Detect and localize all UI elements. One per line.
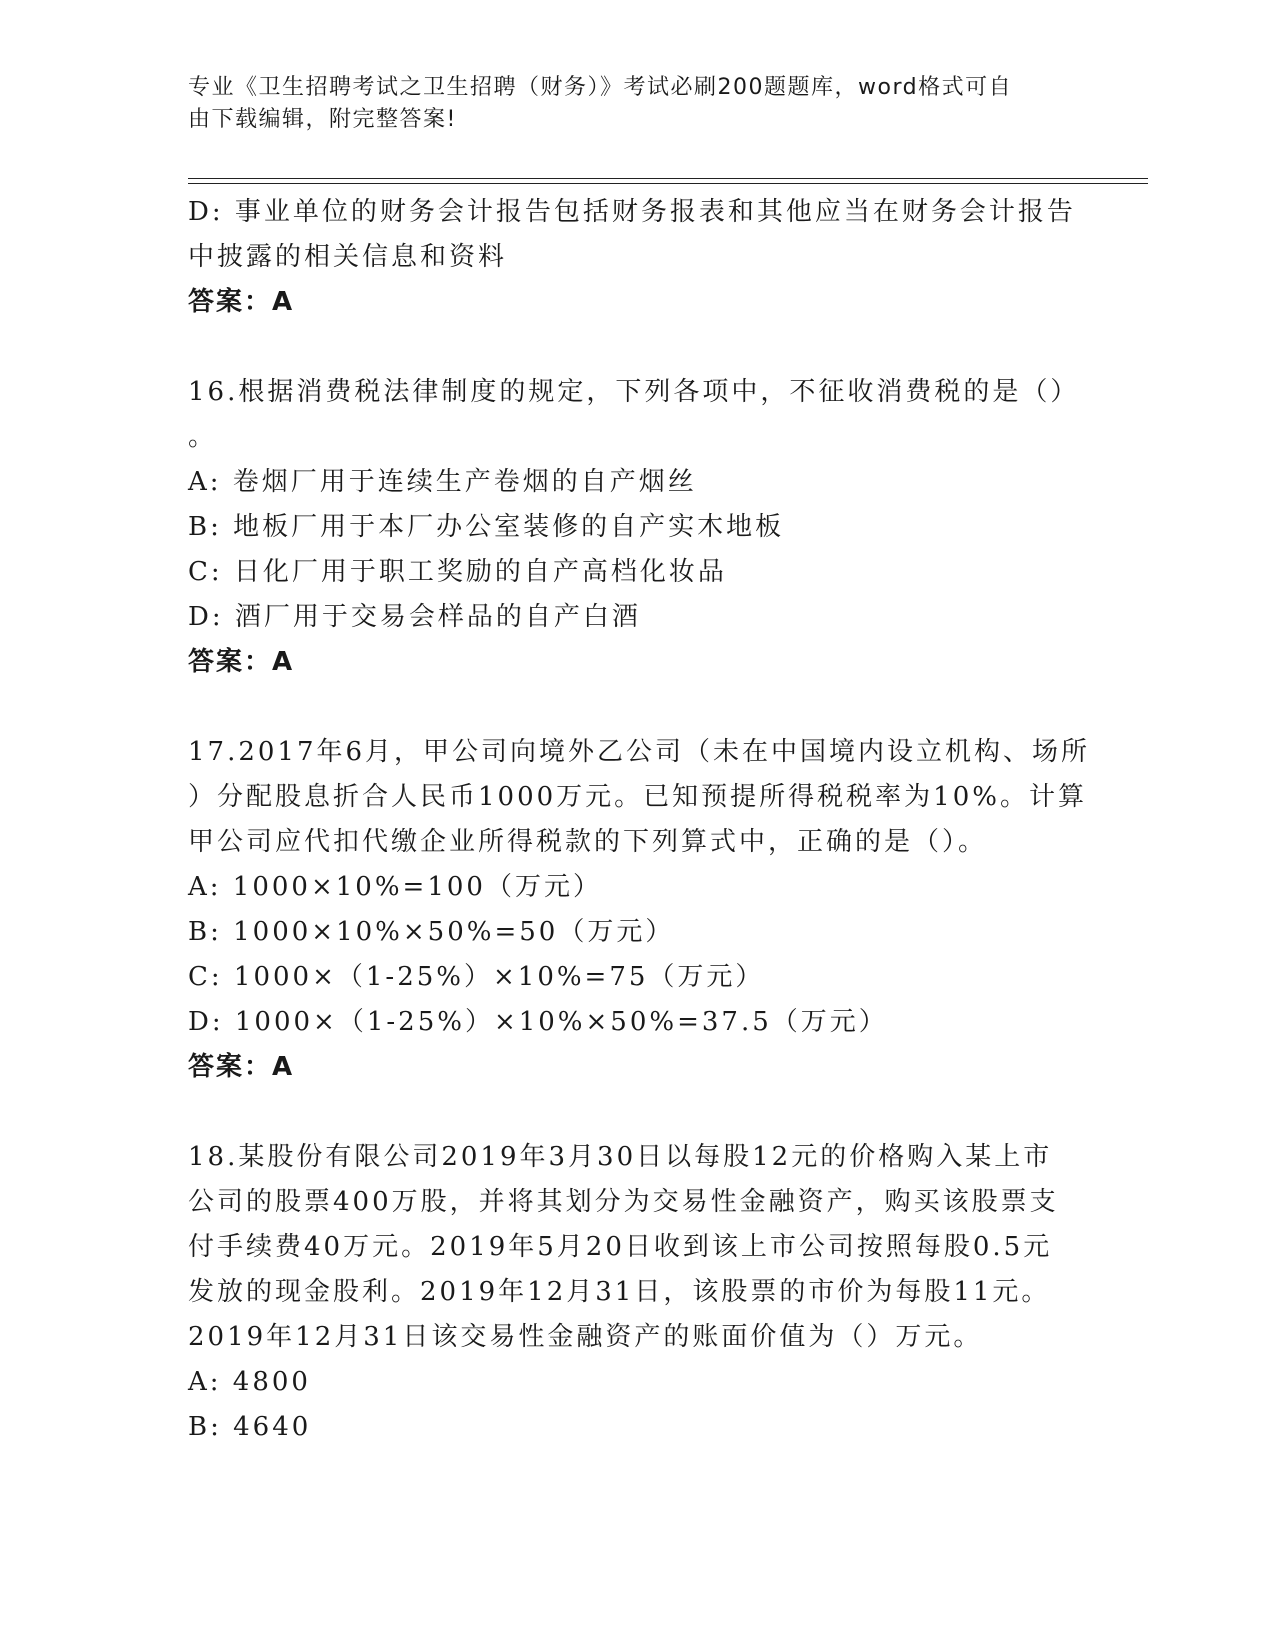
q17-stem-line-1: 17.2017年6月，甲公司向境外乙公司（未在中国境内设立机构、场所 [188, 737, 1091, 767]
q17-option-a: A: 1000×10%=100（万元） [188, 872, 602, 902]
q18-stem-line-4: 发放的现金股利。2019年12月31日，该股票的市价为每股11元。 [188, 1277, 1051, 1307]
q15-answer: 答案：A [188, 287, 295, 317]
q16-option-a: A: 卷烟厂用于连续生产卷烟的自产烟丝 [188, 467, 697, 497]
q16-option-d: D: 酒厂用于交易会样品的自产白酒 [188, 602, 641, 632]
spacer [188, 1090, 1088, 1135]
q18-option-a: A: 4800 [188, 1367, 311, 1397]
q15-option-d-line-2: 中披露的相关信息和资料 [188, 242, 508, 272]
header-line-2: 由下载编辑，附完整答案! [188, 107, 457, 132]
q17-stem-line-2: ）分配股息折合人民币1000万元。已知预提所得税税率为10%。计算 [188, 782, 1087, 812]
q18-stem-line-5: 2019年12月31日该交易性金融资产的账面价值为（）万元。 [188, 1322, 983, 1352]
question-16 [188, 370, 1088, 685]
header-divider-bottom [188, 183, 1148, 184]
q16-option-b: B: 地板厂用于本厂办公室装修的自产实木地板 [188, 512, 785, 542]
q17-option-c: C: 1000×（1-25%）×10%=75（万元） [188, 962, 765, 992]
document-header [188, 72, 1068, 136]
q17-stem-line-3: 甲公司应代扣代缴企业所得税款的下列算式中，正确的是（）。 [188, 827, 988, 857]
spacer [188, 685, 1088, 730]
q16-answer: 答案：A [188, 647, 295, 677]
q18-stem-line-2: 公司的股票400万股，并将其划分为交易性金融资产，购买该股票支 [188, 1187, 1059, 1217]
document-body [188, 190, 1091, 1450]
q17-option-d: D: 1000×（1-25%）×10%×50%=37.5（万元） [188, 1007, 888, 1037]
header-divider-top [188, 178, 1148, 179]
q18-stem-line-1: 18.某股份有限公司2019年3月30日以每股12元的价格购入某上市 [188, 1142, 1053, 1172]
header-line-1: 专业《卫生招聘考试之卫生招聘（财务）》考试必刷200题题库，word格式可自 [188, 75, 1013, 100]
q16-stem-line-2: 。 [188, 422, 218, 452]
q15-option-d-line-1: D: 事业单位的财务会计报告包括财务报表和其他应当在财务会计报告 [188, 197, 1076, 227]
question-15-tail [188, 190, 1088, 325]
q16-option-c: C: 日化厂用于职工奖励的自产高档化妆品 [188, 557, 727, 587]
spacer [188, 325, 1088, 370]
question-17 [188, 730, 1091, 1090]
q17-answer: 答案：A [188, 1052, 295, 1082]
q18-option-b: B: 4640 [188, 1412, 312, 1442]
question-18 [188, 1135, 1088, 1450]
q17-option-b: B: 1000×10%×50%=50（万元） [188, 917, 675, 947]
q16-stem-line-1: 16.根据消费税法律制度的规定，下列各项中，不征收消费税的是（） [188, 377, 1080, 407]
q18-stem-line-3: 付手续费40万元。2019年5月20日收到该上市公司按照每股0.5元 [188, 1232, 1053, 1262]
